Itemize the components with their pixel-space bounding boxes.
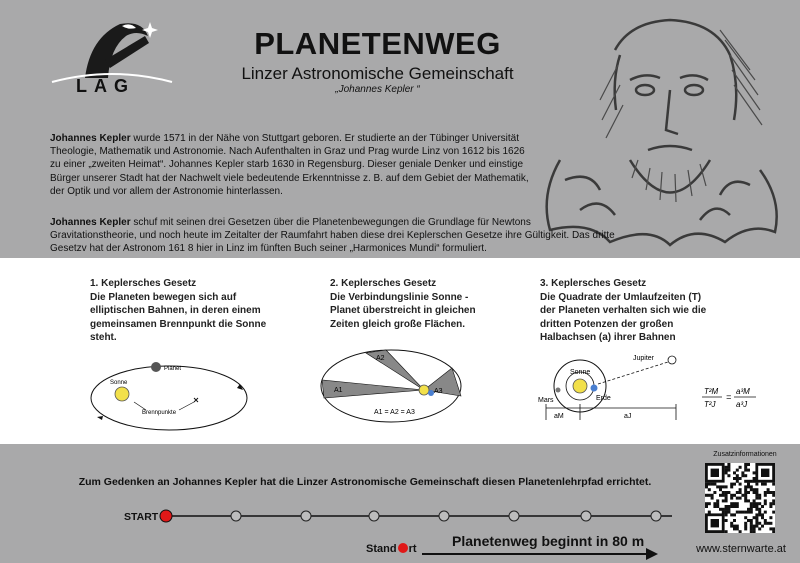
intro-name-1: Johannes Kepler bbox=[50, 133, 131, 144]
mars-icon bbox=[556, 388, 561, 393]
website-link[interactable]: www.sternwarte.at bbox=[696, 543, 786, 555]
a1-label: A1 bbox=[334, 387, 343, 394]
direction-arrow-icon bbox=[420, 547, 660, 561]
sun-icon bbox=[115, 387, 129, 401]
law-3-text: Die Quadrate der Umlaufzeiten (T) der Planeten verhalten sich wie die dritten Potenzen der großen Halbachsen (a) ihrer Bahnen bbox=[540, 291, 707, 343]
sonne-label-3: Sonne bbox=[570, 369, 591, 376]
station-marker bbox=[651, 511, 661, 521]
station-marker bbox=[369, 511, 379, 521]
sun-icon-2 bbox=[419, 385, 429, 395]
station-marker bbox=[301, 511, 311, 521]
intro-name-2: Johannes Kepler bbox=[50, 217, 131, 228]
sonne-label: Sonne bbox=[110, 380, 128, 386]
standort-label bbox=[366, 543, 417, 555]
logo-text: LAG bbox=[76, 76, 135, 96]
formula-rhs-num: a³M bbox=[736, 387, 750, 396]
planet-label: Planet bbox=[164, 366, 182, 372]
kepler-formula bbox=[702, 387, 756, 409]
law-3 bbox=[540, 277, 715, 345]
planet-icon bbox=[151, 362, 161, 372]
station-marker bbox=[581, 511, 591, 521]
formula-lhs-den: T²J bbox=[704, 400, 716, 409]
distance-text: Planetenweg beginnt in 80 m bbox=[452, 533, 645, 549]
location-dot-icon bbox=[398, 543, 408, 553]
law-1-diagram bbox=[84, 358, 254, 436]
station-marker bbox=[439, 511, 449, 521]
law-1-text: Die Planeten bewegen sich auf elliptischen Bahnen, in deren einem gemeinsamen Brennpunkt die Sonne steht. bbox=[90, 291, 267, 343]
formula-rhs-den: a³J bbox=[736, 400, 748, 409]
a2-label: A2 bbox=[376, 355, 385, 362]
station-marker bbox=[231, 511, 241, 521]
a3-label: A3 bbox=[434, 388, 443, 395]
page-subtitle-name: „Johannes Kepler “ bbox=[335, 84, 420, 95]
mars-label: Mars bbox=[538, 397, 554, 404]
law-2-text: Die Verbindungslinie Sonne - Planet überstreicht in gleichen Zeiten gleich große Flächen. bbox=[330, 291, 476, 330]
earth-icon bbox=[591, 385, 598, 392]
memorial-text: Zum Gedenken an Johannes Kepler hat die Linzer Astronomische Gemeinschaft diesen Planetenlehrpfad errichtet. bbox=[78, 476, 652, 488]
station-marker bbox=[509, 511, 519, 521]
jupiter-icon bbox=[668, 356, 676, 364]
planet-path-track bbox=[0, 500, 680, 530]
page-subtitle: Linzer Astronomische Gemeinschaft bbox=[241, 64, 514, 83]
kepler-portrait bbox=[520, 10, 788, 250]
intro-text-2: schuf mit seinen drei Gesetzen über die Planetenbewegungen die Grundlage für Newtons Gravitationstheorie, und noch heute im Zeitalter der Raumfahrt haben diese drei Keplerschen Gesetze ihre Gültigkeit. Das dritte Gesetzv hat der Astronom 161 8 hier in Linz im fünften Buch seiner „Harmonices Mundi“ formuliert. bbox=[50, 217, 615, 255]
standort-post: rt bbox=[408, 543, 417, 555]
aj-label: aJ bbox=[624, 413, 632, 420]
am-label: aM bbox=[554, 413, 564, 420]
formula-lhs-num: T²M bbox=[704, 387, 719, 396]
law-2-diagram bbox=[316, 340, 466, 432]
zusatz-label: Zusatzinformationen bbox=[713, 451, 777, 458]
law-2 bbox=[330, 277, 490, 331]
law-1-title: 1. Keplersches Gesetz bbox=[90, 278, 197, 289]
jupiter-label: Jupiter bbox=[633, 355, 655, 362]
intro-text-1: wurde 1571 in der Nähe von Stuttgart geboren. Er studierte an der Tübinger Universität Theologie, Mathematik und Astronomie. Nach Aufenthalten in Graz und Prag wurde Linz von 1612 bis 1626 zu einer „zweiten Heimat“. Johannes Kepler starb 1630 in Regensburg. Dieser geniale Denker und einstige Bürger unserer Stadt hat der Nachwelt viele bedeutende Erkenntnisse z. B. auf dem Gebiet der Mathematik, der Optik und vor allem der Astronomie hinterlassen. bbox=[50, 133, 529, 197]
standort-pre: Stand bbox=[366, 543, 397, 555]
intro-paragraph-2 bbox=[50, 216, 620, 256]
start-label: START bbox=[124, 511, 159, 523]
sun-icon-3 bbox=[573, 379, 587, 393]
erde-label: Erde bbox=[596, 395, 611, 402]
law-3-title: 3. Keplersches Gesetz bbox=[540, 278, 647, 289]
brennpunkte-label: Brennpunkte bbox=[142, 410, 177, 416]
start-marker bbox=[160, 510, 172, 522]
intro-paragraph-1 bbox=[50, 132, 530, 198]
page-title: PLANETENWEG bbox=[254, 26, 501, 61]
svg-text:=: = bbox=[726, 392, 732, 402]
law-2-title: 2. Keplersches Gesetz bbox=[330, 278, 437, 289]
law-3-diagram bbox=[528, 350, 768, 430]
area-equation: A1 = A2 = A3 bbox=[374, 409, 415, 416]
law-1 bbox=[90, 277, 280, 345]
qr-code[interactable] bbox=[705, 463, 775, 533]
